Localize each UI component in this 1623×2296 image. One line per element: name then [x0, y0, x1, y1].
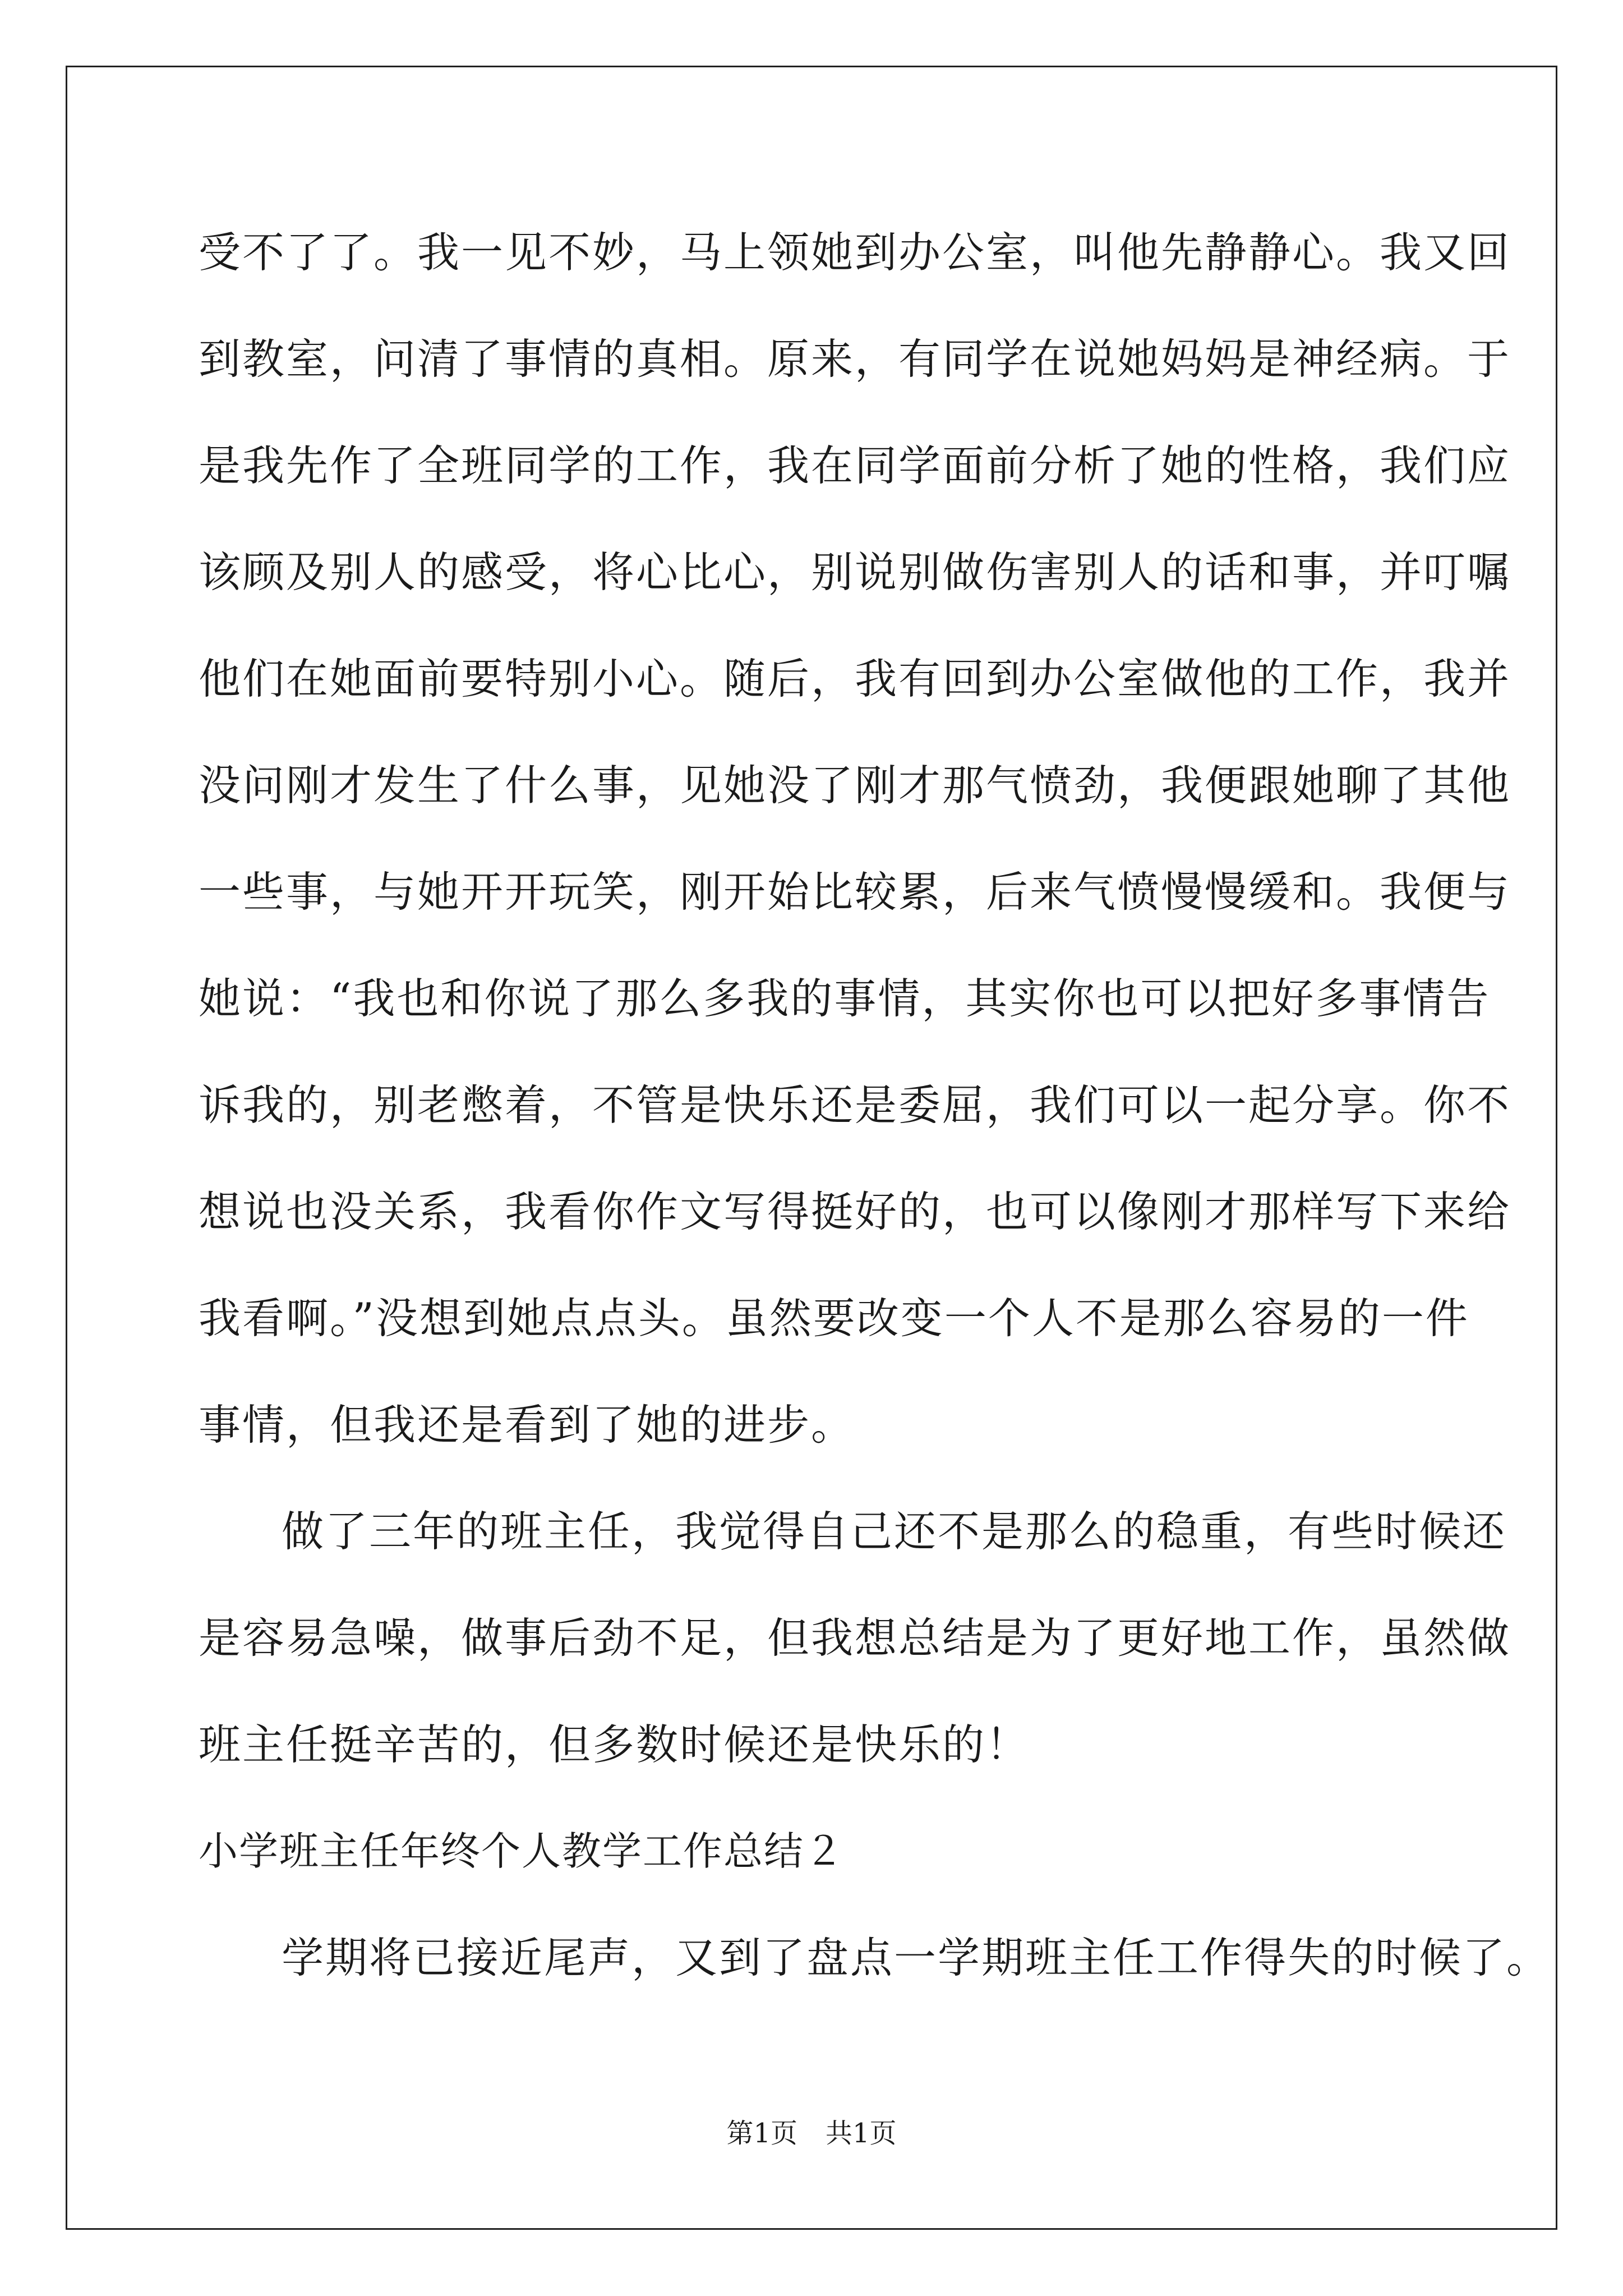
text-line: 我看啊。”没想到她点点头。虽然要改变一个人不是那么容易的一件: [199, 1294, 1469, 1343]
page-number-total: 共1页: [826, 2118, 897, 2149]
text-line: 诉我的，别老憋着，不管是快乐还是委屈，我们可以一起分享。你不: [199, 1080, 1511, 1130]
text-line: 是我先作了全班同学的工作，我在同学面前分析了她的性格，我们应: [199, 441, 1511, 490]
text-line: 班主任挺辛苦的，但多数时候还是快乐的！: [199, 1720, 1030, 1769]
text-line: 她说：“我也和你说了那么多我的事情，其实你也可以把好多事情告: [199, 974, 1491, 1023]
text-line: 想说也没关系，我看你作文写得挺好的，也可以像刚才那样写下来给: [199, 1187, 1511, 1236]
text-line: 该顾及别人的感受，将心比心，别说别做伤害别人的话和事，并叮嘱: [199, 547, 1511, 597]
paragraph-first-line: 做了三年的班主任，我觉得自己还不是那么的稳重，有些时候还: [282, 1507, 1507, 1556]
text-line: 事情，但我还是看到了她的进步。: [199, 1400, 855, 1450]
text-line: 他们在她面前要特别小心。随后，我有回到办公室做他的工作，我并: [199, 654, 1511, 703]
page-number-current: 第1页: [726, 2118, 797, 2149]
paragraph-first-line: 学期将已接近尾声，又到了盘点一学期班主任工作得失的时候了。: [282, 1933, 1551, 1982]
text-line: 没问刚才发生了什么事，见她没了刚才那气愤劲，我便跟她聊了其他: [199, 761, 1511, 810]
text-line: 是容易急噪，做事后劲不足，但我想总结是为了更好地工作，虽然做: [199, 1613, 1511, 1663]
page-footer: [0, 2116, 1623, 2150]
section-heading: 小学班主任年终个人教学工作总结２: [199, 1828, 845, 1874]
text-line: 一些事，与她开开玩笑，刚开始比较累，后来气愤慢慢缓和。我便与: [199, 867, 1511, 917]
text-line: 到教室，问清了事情的真相。原来，有同学在说她妈妈是神经病。于: [199, 334, 1511, 384]
text-line: 受不了了。我一见不妙，马上领她到办公室，叫他先静静心。我又回: [199, 228, 1511, 277]
